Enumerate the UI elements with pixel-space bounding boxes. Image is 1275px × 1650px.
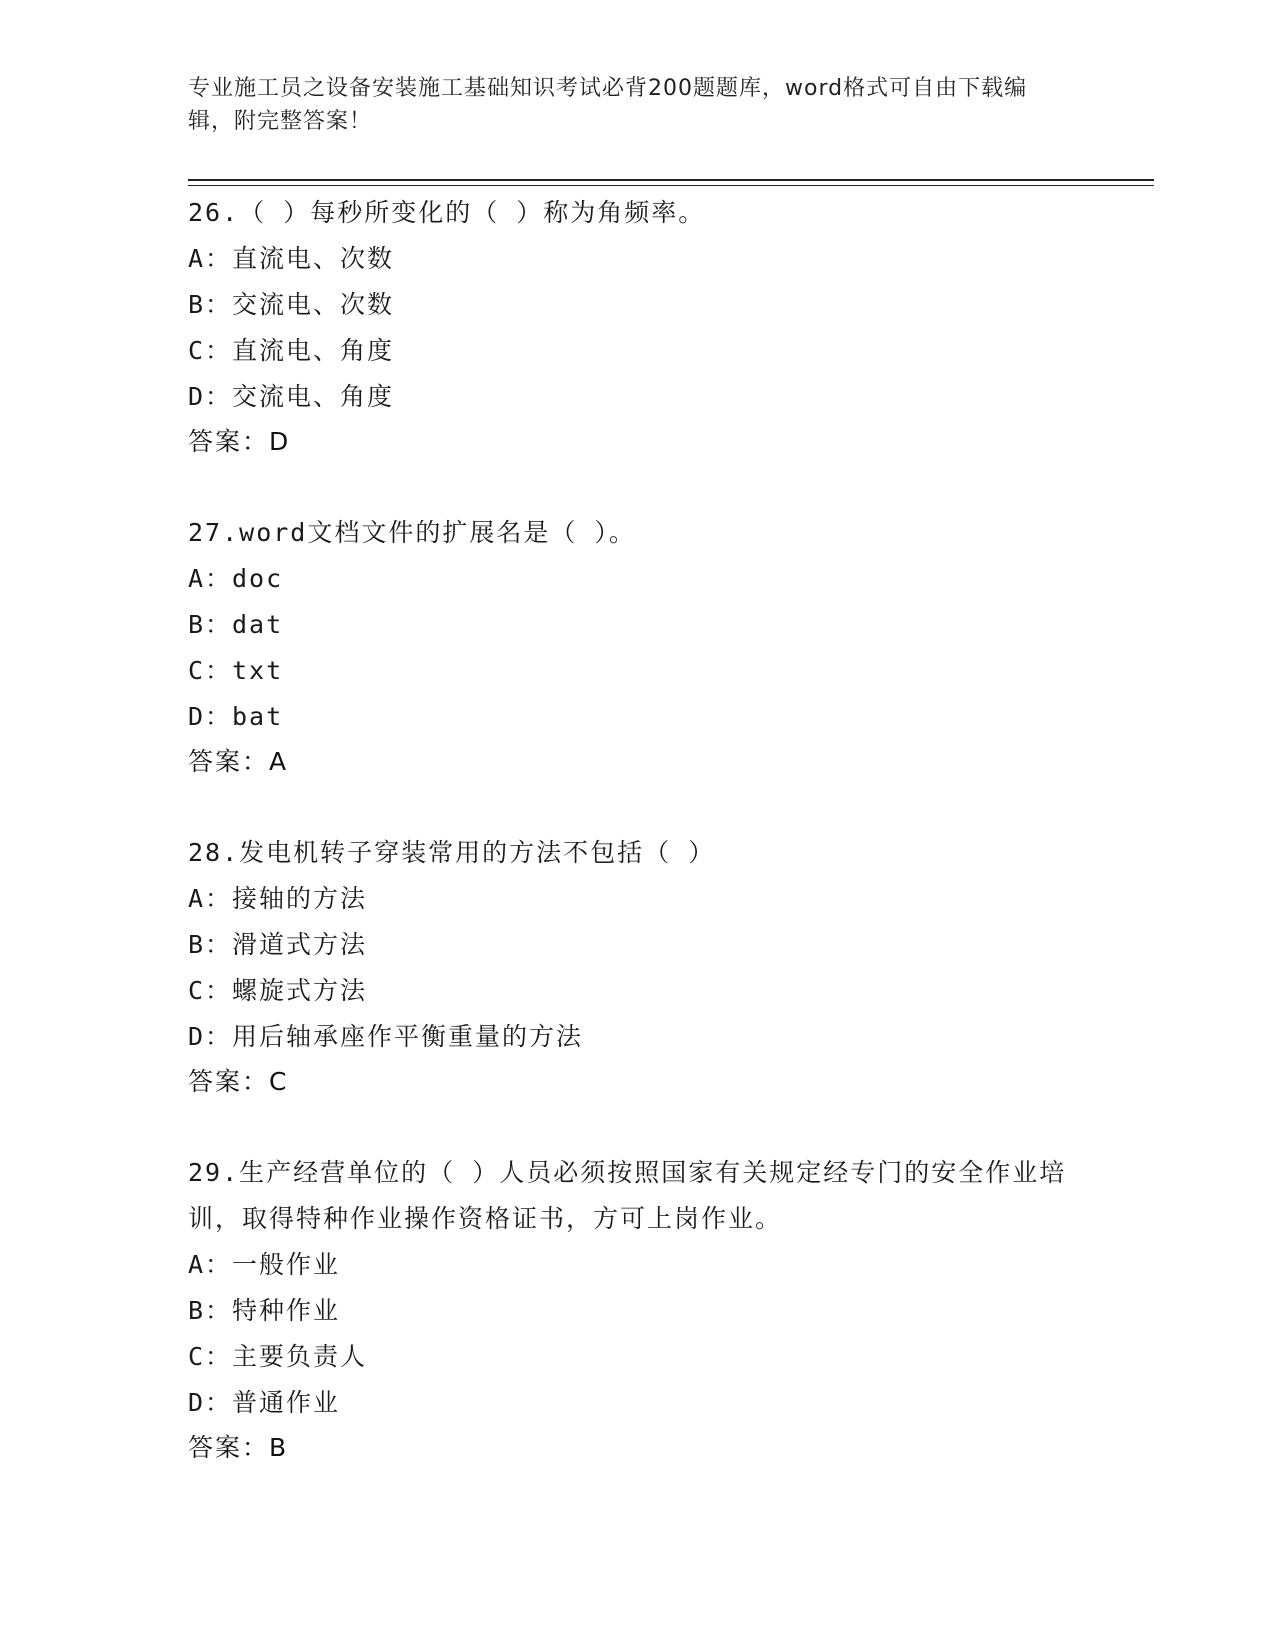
option-text: 交流电、次数 (232, 290, 395, 319)
option-d (188, 694, 1088, 740)
option-key: B： (188, 930, 233, 959)
option-c (188, 1334, 1088, 1380)
option-key: C： (188, 1342, 233, 1371)
question-28 (188, 830, 1088, 1104)
option-b (188, 1288, 1088, 1334)
option-a (188, 556, 1088, 602)
option-text: 直流电、角度 (232, 336, 395, 365)
option-key: A： (188, 884, 233, 913)
option-key: A： (188, 564, 233, 593)
option-key: A： (188, 1250, 233, 1279)
option-text: 滑道式方法 (232, 930, 368, 959)
option-key: B： (188, 290, 233, 319)
option-key: C： (188, 336, 233, 365)
option-a (188, 876, 1088, 922)
option-key: B： (188, 1296, 233, 1325)
option-text: 特种作业 (232, 1296, 341, 1325)
option-key: B： (188, 610, 233, 639)
question-26 (188, 190, 1088, 464)
option-text: 直流电、次数 (232, 244, 395, 273)
question-stem: 26.（ ）每秒所变化的（ ）称为角频率。 (188, 198, 706, 227)
question-29 (188, 1150, 1088, 1470)
option-d (188, 374, 1088, 420)
header-divider-thin (188, 185, 1154, 186)
answer-line: 答案：B (188, 1433, 289, 1462)
option-d (188, 1014, 1088, 1060)
option-text: 一般作业 (232, 1250, 341, 1279)
option-text: txt (232, 656, 284, 685)
option-key: D： (188, 702, 233, 731)
option-a (188, 1242, 1088, 1288)
option-key: C： (188, 976, 233, 1005)
option-c (188, 328, 1088, 374)
option-b (188, 282, 1088, 328)
question-stem: 28.发电机转子穿装常用的方法不包括（ ） (188, 838, 716, 867)
answer-line: 答案：C (188, 1067, 289, 1096)
option-b (188, 602, 1088, 648)
option-list (188, 556, 1088, 740)
option-text: 接轴的方法 (232, 884, 368, 913)
question-27 (188, 510, 1088, 784)
option-key: A： (188, 244, 233, 273)
option-text: dat (232, 610, 284, 639)
answer-line: 答案：D (188, 427, 291, 456)
option-list (188, 236, 1088, 420)
option-d (188, 1380, 1088, 1426)
option-text: 主要负责人 (232, 1342, 368, 1371)
option-key: D： (188, 1388, 233, 1417)
question-stem: 27.word文档文件的扩展名是（ ）。 (188, 518, 636, 547)
header-divider-thick (188, 179, 1154, 181)
option-text: 用后轴承座作平衡重量的方法 (232, 1022, 584, 1051)
option-key: C： (188, 656, 233, 685)
document-header: 专业施工员之设备安装施工基础知识考试必背200题题库，word格式可自由下载编辑，附完整答案！ (188, 76, 1028, 134)
question-list (188, 190, 1088, 1516)
option-text: bat (232, 702, 284, 731)
option-a (188, 236, 1088, 282)
option-b (188, 922, 1088, 968)
option-text: 普通作业 (232, 1388, 341, 1417)
answer-line: 答案：A (188, 747, 289, 776)
option-list (188, 876, 1088, 1060)
option-key: D： (188, 1022, 233, 1051)
option-c (188, 648, 1088, 694)
option-c (188, 968, 1088, 1014)
option-text: doc (232, 564, 284, 593)
option-list (188, 1242, 1088, 1426)
option-text: 螺旋式方法 (232, 976, 368, 1005)
option-text: 交流电、角度 (232, 382, 395, 411)
option-key: D： (188, 382, 233, 411)
question-stem: 29.生产经营单位的（ ）人员必须按照国家有关规定经专门的安全作业培训，取得特种作业操作资格证书，方可上岗作业。 (188, 1158, 1067, 1233)
